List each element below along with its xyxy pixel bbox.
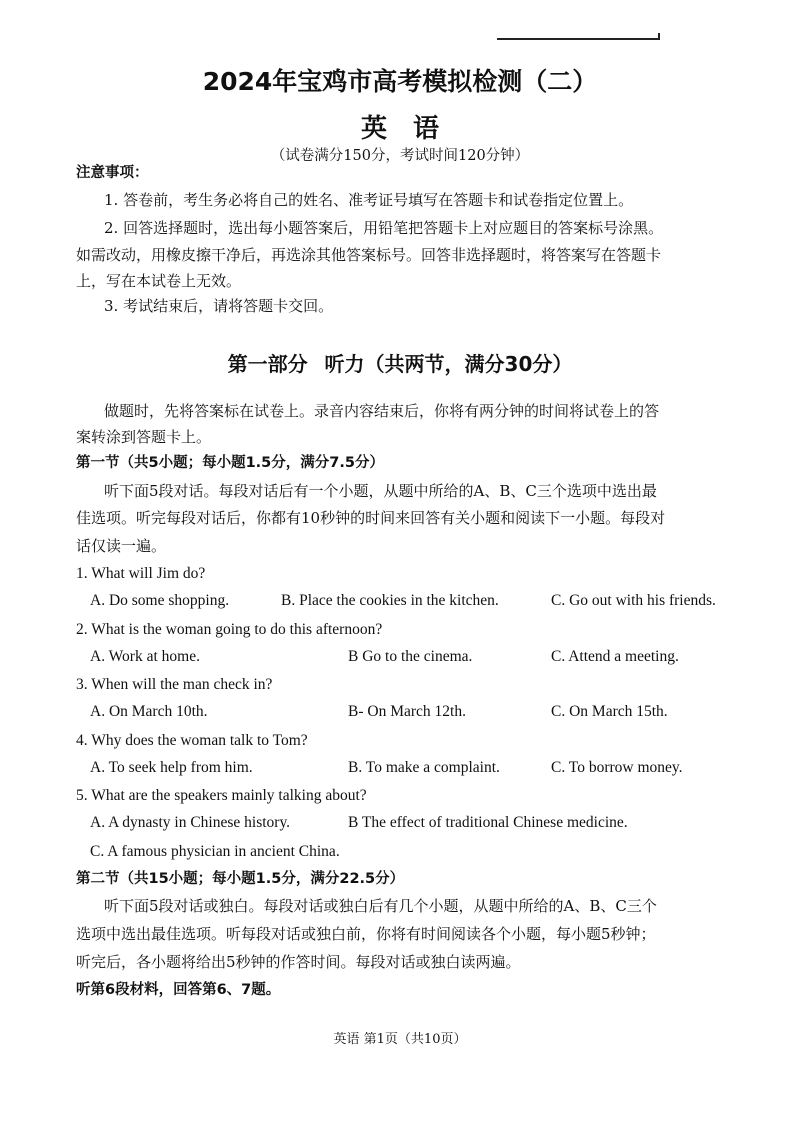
subject-title: 英语 xyxy=(360,114,465,144)
question-4: 4. Why does the woman talk to Tom? xyxy=(76,732,308,749)
question-4-option-b: B. To make a complaint. xyxy=(348,759,500,776)
notice-item-2-line-1: 2. 回答选择题时，选出每小题答案后，用铅笔把答题卡上对应题目的答案标号涂黑。 xyxy=(104,219,664,237)
question-2-option-b: B Go to the cinema. xyxy=(348,648,473,665)
part-1-intro-line-2: 案转涂到答题卡上。 xyxy=(76,428,212,446)
section-2-instr-line-3: 听完后，各小题将给出5秒钟的作答时间。每段对话或独白读两遍。 xyxy=(76,953,521,971)
question-1-option-a: A. Do some shopping. xyxy=(90,592,230,609)
question-1-option-b: B. Place the cookies in the kitchen. xyxy=(281,592,499,609)
top-rule xyxy=(497,38,660,40)
section-2-instr-line-2: 选项中选出最佳选项。听每段对话或独白前，你将有时间阅读各个小题，每小题5秒钟； xyxy=(76,925,656,943)
section-1-instr-line-3: 话仅读一遍。 xyxy=(76,537,167,555)
question-1-option-c: C. Go out with his friends. xyxy=(551,592,716,609)
exam-title: 2024年宝鸡市高考模拟检测（二） xyxy=(202,67,598,96)
exam-subtitle: （试卷满分150分，考试时间120分钟） xyxy=(270,148,530,164)
part-1-intro-line-1: 做题时，先将答案标在试卷上。录音内容结束后，你将有两分钟的时间将试卷上的答 xyxy=(104,402,660,420)
section-1-heading: 第一节（共5小题；每小题1.5分，满分7.5分） xyxy=(76,455,384,471)
question-3: 3. When will the man check in? xyxy=(76,676,273,693)
section-1-instr-line-2: 佳选项。听完每段对话后，你都有10秒钟的时间来回答有关小题和阅读下一小题。每段对 xyxy=(76,509,666,527)
question-5-option-a: A. A dynasty in Chinese history. xyxy=(90,814,291,831)
question-2-option-a: A. Work at home. xyxy=(90,648,200,665)
page-footer: 英语 第1页（共10页） xyxy=(333,1032,467,1047)
question-3-option-b: B- On March 12th. xyxy=(348,703,466,720)
notice-item-3: 3. 考试结束后，请将答题卡交回。 xyxy=(104,297,334,315)
section-2-heading: 第二节（共15小题；每小题1.5分，满分22.5分） xyxy=(76,871,405,887)
question-1: 1. What will Jim do? xyxy=(76,565,206,582)
question-5-option-b: B The effect of traditional Chinese medicine. xyxy=(348,814,628,831)
question-5-option-c: C. A famous physician in ancient China. xyxy=(90,843,340,860)
notice-heading: 注意事项： xyxy=(76,165,149,181)
notice-item-2-line-3: 上，写在本试卷上无效。 xyxy=(76,272,242,290)
material-6-heading: 听第6段材料，回答第6、7题。 xyxy=(76,982,281,998)
question-2: 2. What is the woman going to do this afternoon? xyxy=(76,621,383,638)
section-2-instr-line-1: 听下面5段对话或独白。每段对话或独白后有几个小题，从题中所给的A、B、C三个 xyxy=(104,897,657,915)
question-4-option-a: A. To seek help from him. xyxy=(90,759,253,776)
notice-item-2-line-2: 如需改动，用橡皮擦干净后，再选涂其他答案标号。回答非选择题时，将答案写在答题卡 xyxy=(76,246,662,264)
part-1-title: 第一部分 听力（共两节，满分30分） xyxy=(227,352,573,376)
notice-item-1: 1. 答卷前，考生务必将自己的姓名、准考证号填写在答题卡和试卷指定位置上。 xyxy=(104,191,634,209)
section-1-instr-line-1: 听下面5段对话。每段对话后有一个小题，从题中所给的A、B、C三个选项中选出最 xyxy=(104,482,657,500)
question-5: 5. What are the speakers mainly talking about? xyxy=(76,787,367,804)
question-4-option-c: C. To borrow money. xyxy=(551,759,683,776)
question-3-option-c: C. On March 15th. xyxy=(551,703,668,720)
question-3-option-a: A. On March 10th. xyxy=(90,703,208,720)
question-2-option-c: C. Attend a meeting. xyxy=(551,648,679,665)
